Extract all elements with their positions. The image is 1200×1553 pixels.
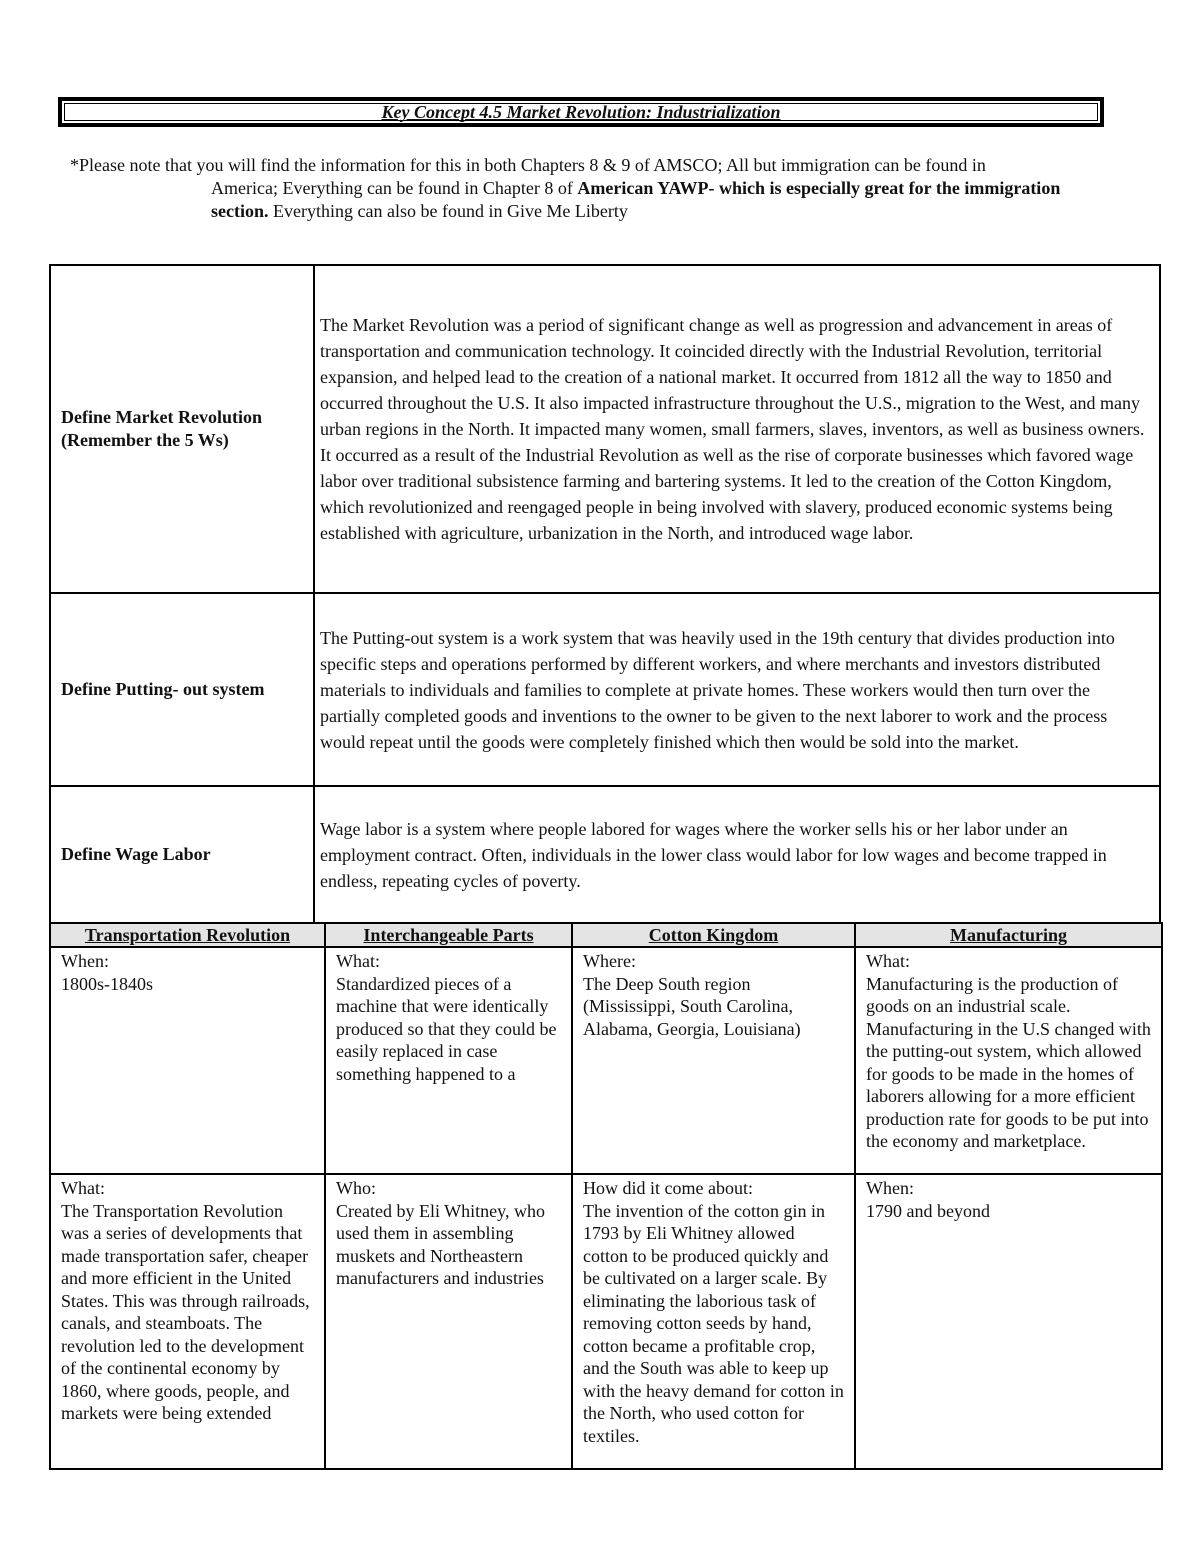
grid-cell <box>325 947 572 1174</box>
definition-text: The Putting-out system is a work system that was heavily used in the 19th century that divides production into specific steps and operations performed by different workers, and where merchants and investors distributed materials to individuals and families to complete at private homes. These workers would then turn over the partially completed goods and inventions to the owner to be given to the next laborer to work and the process would repeat until the goods were completely finished which then would be sold into the market. <box>314 593 1160 786</box>
grid-cell <box>50 1174 325 1469</box>
cell-text: 1790 and beyond <box>866 1200 990 1221</box>
grid-cell <box>325 1174 572 1469</box>
cell-label: What: <box>61 1178 105 1198</box>
grid-cell <box>572 1174 855 1469</box>
cell-text: Manufacturing is the production of goods on an industrial scale. Manufacturing in the U.S changed with the putting-out system, which allowed for goods to be made in the homes of laborers allowing for a more efficient production rate for goods to be put into the economy and marketplace. <box>866 973 1151 1151</box>
cell-label: When: <box>866 1178 914 1198</box>
cell-label: What: <box>866 951 910 971</box>
note-part-2: America; Everything can be found in Chapter 8 of <box>211 178 578 198</box>
note-rest <box>70 177 1110 223</box>
cell-text: 1800s-1840s <box>61 973 154 994</box>
cell-label: How did it come about: <box>583 1178 753 1198</box>
grid-header-row <box>50 923 1162 947</box>
cell-text: The Deep South region (Mississippi, South Carolina, Alabama, Georgia, Louisiana) <box>583 973 801 1039</box>
page-title: Key Concept 4.5 Market Revolution: Industrialization <box>381 101 781 122</box>
grid-header: Transportation Revolution <box>50 923 325 947</box>
cell-text: Standardized pieces of a machine that were identically produced so that they could be easily replaced in case something happened to a <box>336 973 557 1084</box>
definitions-table <box>49 264 1161 924</box>
note-part-3: Everything can also be found in Give Me Liberty <box>268 201 628 221</box>
cell-text: The invention of the cotton gin in 1793 by Eli Whitney allowed cotton to be produced quickly and be cultivated on a larger scale. By eliminating the laborious task of removing cotton seeds by hand, cotton became a profitable crop, and the South was able to keep up with the heavy demand for cotton in the North, who used cotton for textiles. <box>583 1200 844 1446</box>
topics-grid <box>49 922 1163 1470</box>
grid-header: Manufacturing <box>855 923 1162 947</box>
cell-label: Where: <box>583 951 636 971</box>
cell-text: The Transportation Revolution was a series of developments that made transportation safer, cheaper and more efficient in the United States. This was through railroads, canals, and steamboats. The revolution led to the development of the continental economy by 1860, where goods, people, and markets were being extended <box>61 1200 310 1423</box>
grid-cell <box>855 1174 1162 1469</box>
cell-label: When: <box>61 951 109 971</box>
grid-row <box>50 947 1162 1174</box>
grid-cell <box>855 947 1162 1174</box>
grid-header: Cotton Kingdom <box>572 923 855 947</box>
title-box <box>58 97 1104 127</box>
grid-header: Interchangeable Parts <box>325 923 572 947</box>
note-line-1: *Please note that you will find the information for this in both Chapters 8 & 9 of AMSCO; All but immigration can be found in <box>70 155 986 175</box>
definition-row <box>50 593 1160 786</box>
cell-label: What: <box>336 951 380 971</box>
grid-cell <box>50 947 325 1174</box>
cell-label: Who: <box>336 1178 376 1198</box>
grid-cell <box>572 947 855 1174</box>
definition-text: Wage labor is a system where people labored for wages where the worker sells his or her labor under an employment contract. Often, individuals in the lower class would labor for low wages and become trapped in endless, repeating cycles of poverty. <box>314 786 1160 923</box>
note-paragraph <box>70 154 1110 223</box>
definition-label: Define Putting- out system <box>50 593 314 786</box>
definition-row <box>50 786 1160 923</box>
definition-label: Define Wage Labor <box>50 786 314 923</box>
grid-row <box>50 1174 1162 1469</box>
note-bold: American YAWP- which is especially great for the immigration section. <box>211 178 1061 221</box>
definition-label: Define Market Revolution (Remember the 5 Ws) <box>50 265 314 593</box>
definition-row <box>50 265 1160 593</box>
cell-text: Created by Eli Whitney, who used them in assembling muskets and Northeastern manufacturers and industries <box>336 1200 545 1288</box>
definition-text: The Market Revolution was a period of significant change as well as progression and advancement in areas of transportation and communication technology. It coincided directly with the Industrial Revolution, territorial expansion, and helped lead to the creation of a national market. It occurred from 1812 all the way to 1850 and occurred throughout the U.S. It also impacted infrastructure throughout the U.S., migration to the West, and many urban regions in the North. It impacted many women, small farmers, slaves, inventors, as well as business owners. It occurred as a result of the Industrial Revolution as well as the rise of corporate businesses which favored wage labor over traditional subsistence farming and bartering systems. It led to the creation of the Cotton Kingdom, which revolutionized and reengaged people in being involved with slavery, produced economic systems being established with agriculture, urbanization in the North, and introduced wage labor. <box>314 265 1160 593</box>
